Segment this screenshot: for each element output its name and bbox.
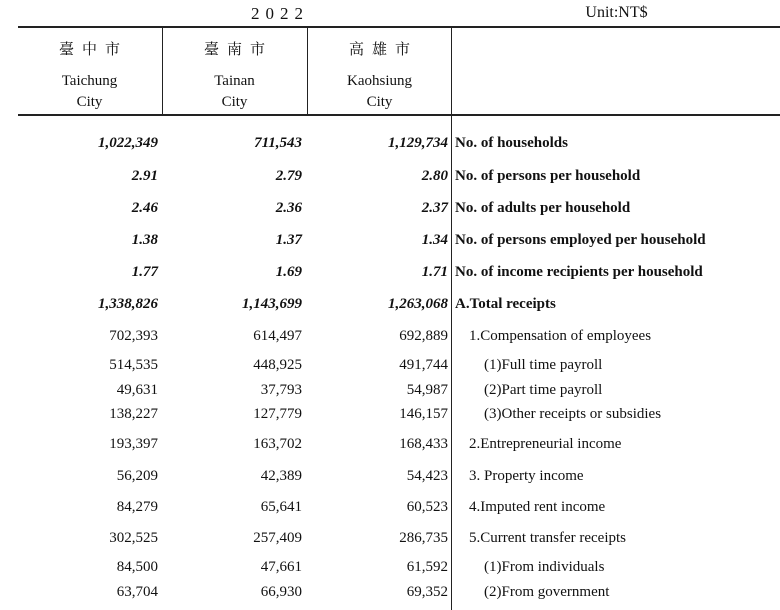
row-label: No. of persons per household	[455, 168, 641, 184]
row-label: No. of adults per household	[455, 200, 631, 216]
table-row	[0, 436, 780, 456]
cell-taichung: 2.46	[131, 200, 158, 216]
cell-tainan: 65,641	[260, 499, 302, 515]
table-row	[0, 406, 780, 426]
row-label: (2)From government	[484, 584, 610, 600]
cell-tainan: 163,702	[253, 436, 302, 452]
row-label: (3)Other receipts or subsidies	[484, 406, 662, 422]
cell-kaohsiung: 2.80	[421, 168, 448, 184]
cell-tainan: 1.37	[275, 232, 302, 248]
cell-tainan: 448,925	[253, 357, 302, 373]
row-label: (2)Part time payroll	[484, 382, 603, 398]
cell-kaohsiung: 54,987	[406, 382, 448, 398]
header-top-rule	[18, 26, 780, 28]
cell-taichung: 1,022,349	[98, 135, 158, 151]
city-name-en-suffix: City	[366, 94, 393, 110]
cell-taichung: 1,338,826	[98, 296, 158, 312]
cell-taichung: 302,525	[109, 530, 158, 546]
cell-tainan: 1.69	[275, 264, 302, 280]
cell-taichung: 84,500	[116, 559, 158, 575]
cell-taichung: 1.77	[131, 264, 158, 280]
cell-kaohsiung: 146,157	[399, 406, 448, 422]
row-label: 4.Imputed rent income	[469, 499, 606, 515]
table-row	[0, 357, 780, 377]
table-row	[0, 559, 780, 579]
cell-tainan: 47,661	[260, 559, 302, 575]
row-label: A.Total receipts	[455, 296, 556, 312]
table-row	[0, 328, 780, 348]
city-name-en-suffix: City	[76, 94, 103, 110]
city-name-zh: 臺南市	[203, 40, 273, 58]
table-row	[0, 232, 780, 252]
cell-tainan: 1,143,699	[242, 296, 302, 312]
city-name-en: Kaohsiung	[347, 73, 412, 89]
cell-kaohsiung: 692,889	[399, 328, 448, 344]
cell-taichung: 1.38	[131, 232, 158, 248]
cell-taichung: 63,704	[116, 584, 158, 600]
cell-kaohsiung: 61,592	[406, 559, 448, 575]
cell-kaohsiung: 60,523	[406, 499, 448, 515]
city-name-zh: 臺中市	[58, 40, 128, 58]
header-bottom-rule	[18, 114, 780, 116]
cell-kaohsiung: 2.37	[421, 200, 448, 216]
table-row	[0, 468, 780, 488]
row-label: 5.Current transfer receipts	[469, 530, 627, 546]
cell-taichung: 56,209	[116, 468, 158, 484]
cell-taichung: 84,279	[116, 499, 158, 515]
cell-taichung: 514,535	[109, 357, 158, 373]
table-row	[0, 264, 780, 284]
city-header-taichung	[17, 38, 162, 113]
table-row	[0, 200, 780, 220]
cell-taichung: 138,227	[109, 406, 158, 422]
city-name-en: Tainan	[214, 73, 255, 89]
table-row	[0, 135, 780, 155]
row-label: 1.Compensation of employees	[469, 328, 652, 344]
row-label: (1)From individuals	[484, 559, 605, 575]
unit-label: Unit:NT$	[585, 4, 648, 21]
cell-taichung: 193,397	[109, 436, 158, 452]
row-label: No. of households	[455, 135, 568, 151]
row-label: 2.Entrepreneurial income	[469, 436, 622, 452]
cell-kaohsiung: 286,735	[399, 530, 448, 546]
cell-taichung: 49,631	[116, 382, 158, 398]
cell-tainan: 37,793	[260, 382, 302, 398]
city-name-en-suffix: City	[221, 94, 248, 110]
table-row	[0, 168, 780, 188]
city-header-kaohsiung	[307, 38, 452, 113]
city-header-tainan	[162, 38, 307, 113]
cell-kaohsiung: 168,433	[399, 436, 448, 452]
cell-kaohsiung: 1.71	[421, 264, 448, 280]
cell-tainan: 614,497	[253, 328, 302, 344]
cell-kaohsiung: 1,129,734	[388, 135, 448, 151]
cell-tainan: 711,543	[254, 135, 302, 151]
table-row	[0, 584, 780, 604]
cell-tainan: 127,779	[253, 406, 302, 422]
table-row	[0, 530, 780, 550]
row-label: (1)Full time payroll	[484, 357, 603, 373]
cell-kaohsiung: 1,263,068	[388, 296, 448, 312]
year-label: 2022	[251, 4, 309, 23]
table-row	[0, 382, 780, 402]
cell-taichung: 2.91	[131, 168, 158, 184]
cell-tainan: 257,409	[253, 530, 302, 546]
table-row	[0, 296, 780, 316]
cell-tainan: 2.79	[275, 168, 302, 184]
row-label: No. of income recipients per household	[455, 264, 703, 280]
table-row	[0, 499, 780, 519]
cell-kaohsiung: 1.34	[421, 232, 448, 248]
cell-kaohsiung: 54,423	[406, 468, 448, 484]
cell-kaohsiung: 491,744	[399, 357, 448, 373]
cell-tainan: 2.36	[275, 200, 302, 216]
cell-taichung: 702,393	[109, 328, 158, 344]
city-name-zh: 高雄市	[348, 40, 418, 58]
row-label: 3. Property income	[469, 468, 584, 484]
row-label: No. of persons employed per household	[455, 232, 706, 248]
cell-kaohsiung: 69,352	[406, 584, 448, 600]
cell-tainan: 66,930	[260, 584, 302, 600]
cell-tainan: 42,389	[260, 468, 302, 484]
city-name-en: Taichung	[61, 73, 118, 89]
